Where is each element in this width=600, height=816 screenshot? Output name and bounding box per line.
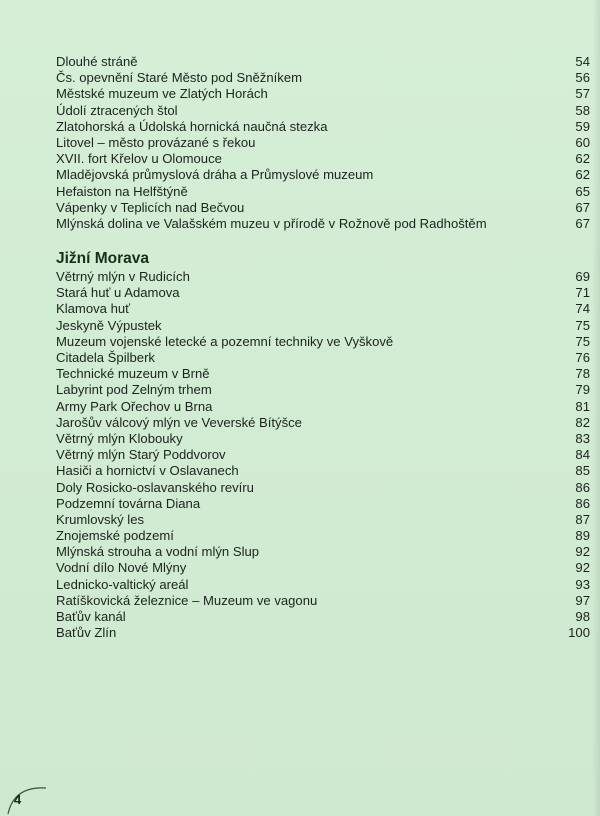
toc-entry-page: 71 <box>575 285 590 301</box>
toc-entry-page: 83 <box>575 430 590 446</box>
toc-entry <box>56 86 592 102</box>
toc-entry-title: Městské muzeum ve Zlatých Horách <box>56 86 268 102</box>
toc-entry-title: Army Park Ořechov u Brna <box>56 398 213 414</box>
toc-entry <box>56 366 592 382</box>
toc-entry <box>56 269 592 285</box>
toc-entry-title: Mlýnská strouha a vodní mlýn Slup <box>56 544 260 560</box>
toc-entry <box>56 528 592 544</box>
toc-entry <box>56 593 592 609</box>
toc-entry-title: Ratíškovická železnice – Muzeum ve vagonu <box>56 592 318 608</box>
toc-entry-title: Labyrint pod Zelným trhem <box>56 382 212 398</box>
toc-entry <box>56 151 592 167</box>
toc-entry-title: Jeskyně Výpustek <box>56 317 162 333</box>
toc-entry <box>56 609 592 625</box>
toc-entry-title: Dlouhé stráně <box>56 54 138 69</box>
toc-entry-page: 86 <box>575 495 590 511</box>
toc-entry-page: 76 <box>575 350 590 365</box>
toc-group-2 <box>56 269 592 641</box>
toc-entry-page: 69 <box>575 269 590 285</box>
toc-entry <box>56 399 592 415</box>
toc-entry-title: Podzemní továrna Diana <box>56 495 201 511</box>
toc-entry-title: Jarošův válcový mlýn ve Veverské Bítýšce <box>56 414 302 430</box>
toc-entry-page: 98 <box>575 609 590 624</box>
toc-entry <box>56 334 592 350</box>
toc-entry <box>56 285 592 301</box>
toc-entry-title: Zlatohorská a Údolská hornická naučná stezka <box>56 118 328 134</box>
toc-entry-title: Znojemské podzemí <box>56 528 174 544</box>
toc-entry-page: 78 <box>575 366 590 382</box>
toc-entry-title: Větrný mlýn Starý Poddvorov <box>56 447 226 463</box>
toc-entry <box>56 318 592 334</box>
toc-entry <box>56 167 592 183</box>
toc-entry-page: 100 <box>568 625 590 641</box>
toc-entry-page: 81 <box>575 398 590 414</box>
toc-entry-page: 85 <box>575 463 590 479</box>
toc-entry-page: 67 <box>575 199 590 215</box>
toc-entry-page: 60 <box>575 134 590 150</box>
toc-entry-title: Technické muzeum v Brně <box>56 366 210 382</box>
toc-entry-title: Větrný mlýn v Rudicích <box>56 269 190 285</box>
toc-entry <box>56 577 592 593</box>
toc-entry-title: Hefaiston na Helfštýně <box>56 183 188 199</box>
toc-entry-title: Klamova huť <box>56 301 131 317</box>
toc-entry <box>56 184 592 200</box>
toc-entry <box>56 70 592 86</box>
toc-entry-title: Citadela Špilberk <box>56 350 155 365</box>
toc-entry-title: Mladějovská průmyslová dráha a Průmyslové muzeum <box>56 167 374 183</box>
toc-entry-page: 58 <box>575 102 590 118</box>
toc-entry-title: Mlýnská dolina ve Valašském muzeu v přírodě v Rožnově pod Radhoštěm <box>56 215 487 231</box>
toc-entry-page: 54 <box>575 54 590 69</box>
toc-entry-page: 65 <box>575 183 590 199</box>
toc-entry <box>56 512 592 528</box>
toc-entry-title: Muzeum vojenské letecké a pozemní techniky ve Vyškově <box>56 333 394 349</box>
toc-entry <box>56 350 592 366</box>
toc-entry-page: 59 <box>575 118 590 134</box>
toc-entry-title: Větrný mlýn Klobouky <box>56 430 183 446</box>
toc-entry <box>56 447 592 463</box>
toc-entry-page: 67 <box>575 215 590 231</box>
toc-entry-title: Krumlovský les <box>56 511 145 527</box>
toc-entry <box>56 103 592 119</box>
toc-group-1 <box>56 54 592 232</box>
toc-entry-page: 57 <box>575 86 590 102</box>
toc-entry-page: 74 <box>575 301 590 317</box>
toc-entry <box>56 216 592 232</box>
table-of-contents <box>56 54 592 641</box>
toc-entry-title: Vápenky v Teplicích nad Bečvou <box>56 199 245 215</box>
toc-entry-title: Litovel – město provázané s řekou <box>56 134 256 150</box>
toc-entry-page: 93 <box>575 576 590 592</box>
toc-entry-page: 62 <box>575 151 590 167</box>
toc-entry <box>56 625 592 641</box>
toc-entry-title: Hasiči a hornictví v Oslavanech <box>56 463 239 479</box>
toc-entry-title: Doly Rosicko-oslavanského revíru <box>56 479 254 495</box>
toc-entry <box>56 480 592 496</box>
toc-entry <box>56 544 592 560</box>
toc-entry-title: Baťův Zlín <box>56 625 117 641</box>
toc-entry-page: 62 <box>575 167 590 183</box>
toc-entry-page: 97 <box>575 592 590 608</box>
toc-entry-page: 82 <box>575 414 590 430</box>
toc-entry <box>56 200 592 216</box>
toc-entry-title: XVII. fort Křelov u Olomouce <box>56 151 222 167</box>
toc-entry <box>56 301 592 317</box>
toc-entry-title: Čs. opevnění Staré Město pod Sněžníkem <box>56 70 303 86</box>
toc-entry <box>56 54 592 70</box>
toc-entry <box>56 463 592 479</box>
toc-entry-page: 87 <box>575 511 590 527</box>
toc-entry-title: Stará huť u Adamova <box>56 285 180 301</box>
toc-entry-page: 92 <box>575 560 590 576</box>
toc-entry <box>56 119 592 135</box>
toc-entry-page: 75 <box>575 333 590 349</box>
toc-entry <box>56 496 592 512</box>
toc-entry <box>56 382 592 398</box>
toc-entry <box>56 135 592 151</box>
toc-entry-page: 75 <box>575 317 590 333</box>
toc-entry-title: Lednicko-valtický areál <box>56 576 189 592</box>
toc-entry-page: 84 <box>575 447 590 463</box>
toc-entry-page: 79 <box>575 382 590 398</box>
toc-entry-page: 92 <box>575 544 590 560</box>
toc-entry-page: 86 <box>575 479 590 495</box>
toc-entry-title: Vodní dílo Nové Mlýny <box>56 560 187 576</box>
toc-entry-title: Údolí ztracených štol <box>56 102 178 118</box>
section-gap <box>56 232 592 249</box>
toc-entry <box>56 560 592 576</box>
toc-entry <box>56 431 592 447</box>
toc-entry <box>56 415 592 431</box>
toc-entry-page: 89 <box>575 528 590 544</box>
page-number: 4 <box>14 792 22 807</box>
toc-entry-page: 56 <box>575 70 590 86</box>
toc-entry-title: Baťův kanál <box>56 609 126 624</box>
section-heading: Jižní Morava <box>56 250 150 268</box>
page-spine-shadow <box>592 0 600 816</box>
